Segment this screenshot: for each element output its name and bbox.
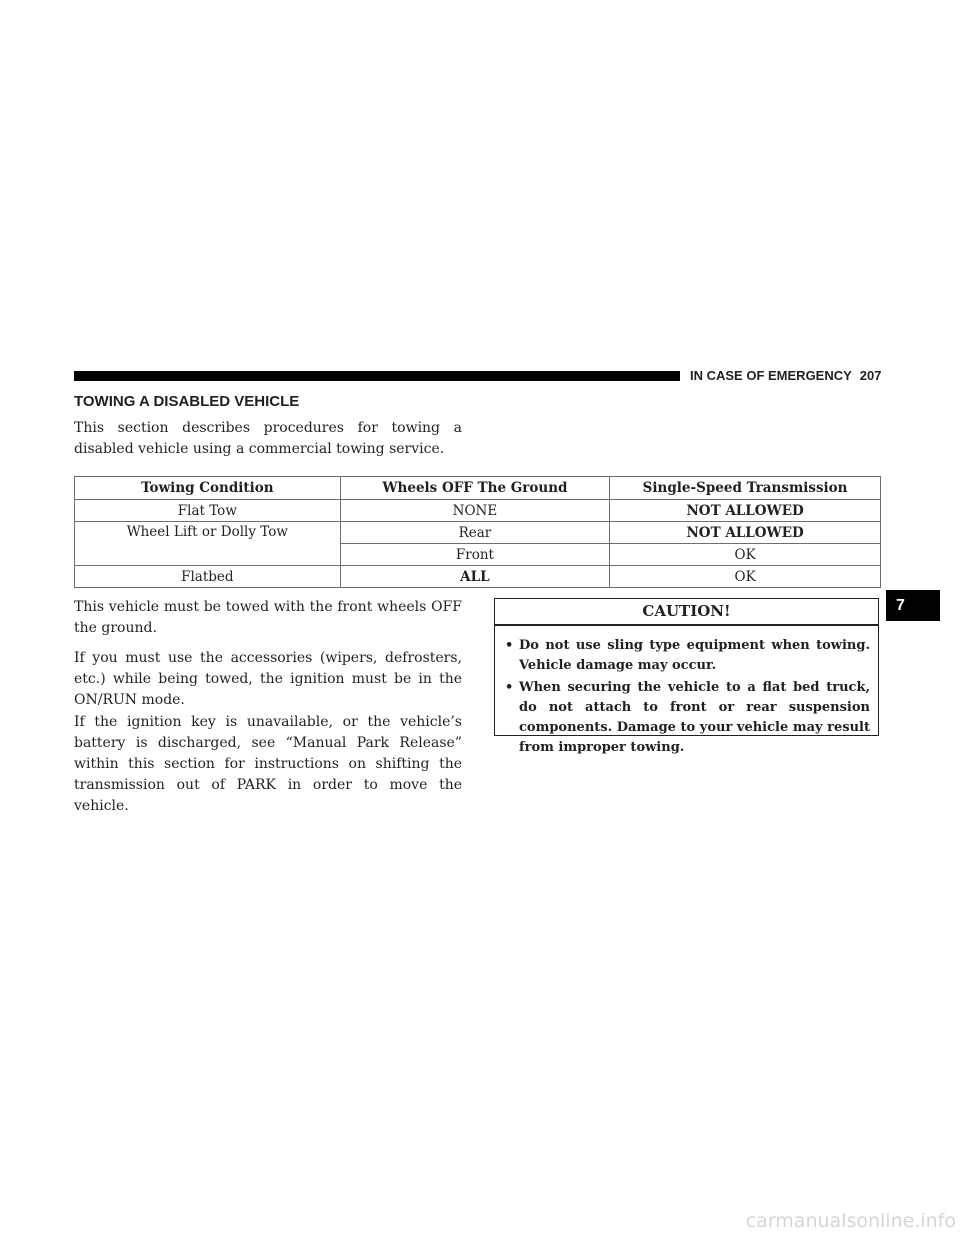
caution-item (505, 678, 870, 758)
cell-wheels: ALL (340, 566, 610, 588)
table-row (75, 500, 881, 522)
section-title: TOWING A DISABLED VEHICLE (74, 393, 300, 410)
header-wheels-off: Wheels OFF The Ground (340, 477, 610, 500)
body-paragraph: This vehicle must be towed with the front wheels OFF the ground. (74, 599, 462, 636)
header-section: IN CASE OF EMERGENCY (690, 368, 852, 383)
cell-transmission: OK (610, 544, 881, 566)
cell-condition: Wheel Lift or Dolly Tow (75, 522, 341, 566)
cell-wheels: Rear (340, 522, 610, 544)
cell-condition: Flatbed (75, 566, 341, 588)
table-row (75, 522, 881, 544)
bullet-icon: • (505, 638, 514, 653)
cell-transmission: OK (610, 566, 881, 588)
body-paragraph: If you must use the accessories (wipers, defrosters, etc.) while being towed, the ignition must be in the ON/RUN mode. (74, 650, 462, 708)
body-paragraph: If the ignition key is unavailable, or the vehicle’s battery is discharged, see “Manual Park Release” within this section for instructions on shifting the transmission out of PARK in order to move the vehicle. (74, 714, 462, 814)
cell-condition: Flat Tow (75, 500, 341, 522)
bullet-icon: • (505, 680, 514, 695)
header-towing-condition: Towing Condition (75, 477, 341, 500)
cell-wheels: NONE (340, 500, 610, 522)
cell-transmission: NOT ALLOWED (610, 522, 881, 544)
running-header (690, 368, 882, 383)
caution-item-text: When securing the vehicle to a flat bed truck, do not attach to front or rear suspension components. Damage to your vehicle may result from improper towing. (519, 680, 870, 755)
table-header-row (75, 477, 881, 500)
caution-item (505, 636, 870, 676)
intro-paragraph: This section describes procedures for towing a disabled vehicle using a commercial towing service. (74, 420, 462, 457)
towing-table (74, 476, 881, 588)
header-rule (74, 371, 680, 381)
caution-title: CAUTION! (495, 599, 878, 626)
caution-box (494, 598, 879, 755)
cell-wheels: Front (340, 544, 610, 566)
watermark: carmanualsonline.info (745, 1210, 956, 1232)
page-number: 207 (859, 368, 882, 383)
chapter-tab: 7 (886, 590, 940, 621)
caution-list (505, 636, 870, 760)
header-transmission: Single-Speed Transmission (610, 477, 881, 500)
table-row (75, 566, 881, 588)
cell-transmission: NOT ALLOWED (610, 500, 881, 522)
caution-item-text: Do not use sling type equipment when towing. Vehicle damage may occur. (519, 638, 870, 673)
